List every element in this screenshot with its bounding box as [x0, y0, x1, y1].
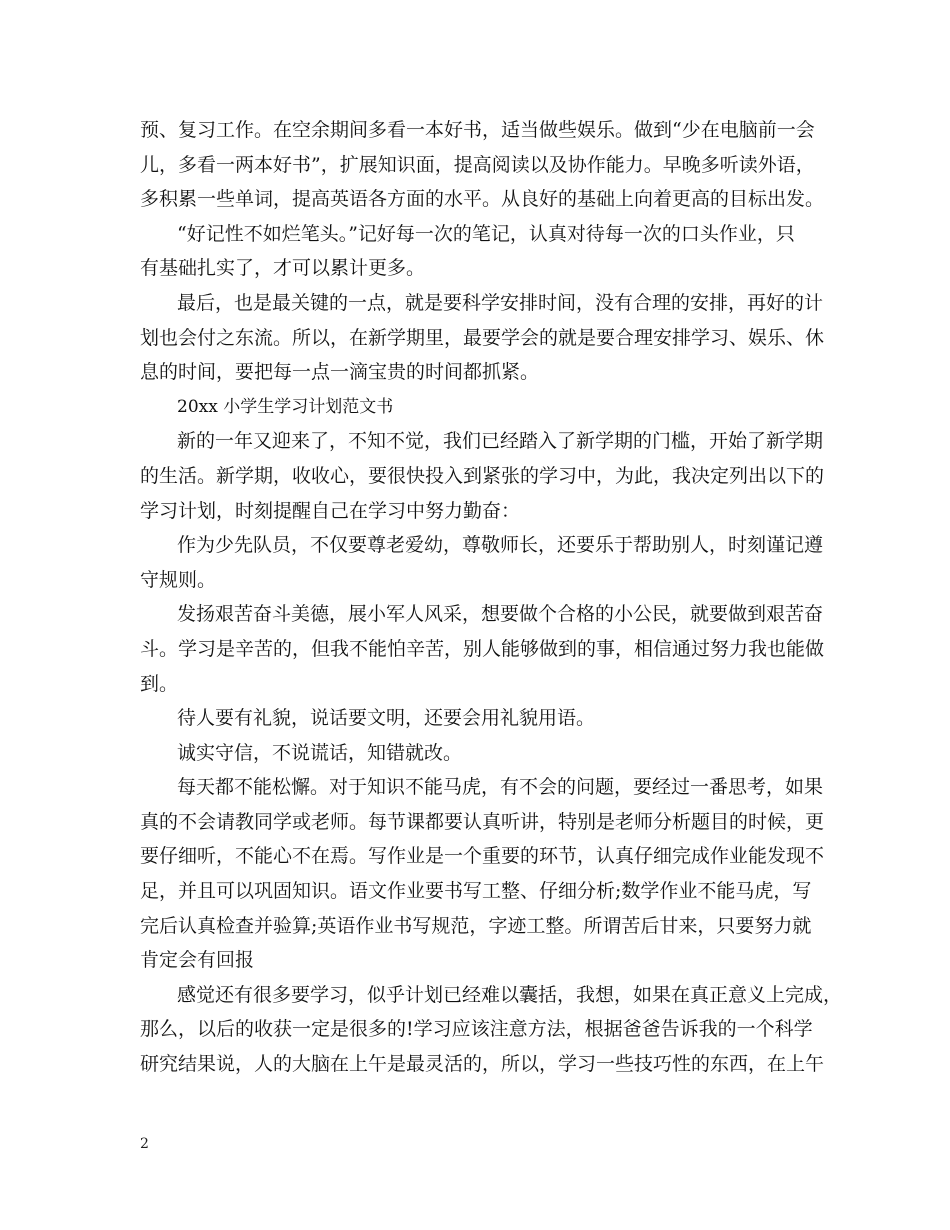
text-line: 足，并且可以巩固知识。语文作业要书写工整、仔细分析;数学作业不能马虎，写: [140, 880, 812, 903]
text-line: 有基础扎实了，才可以累计更多。: [140, 257, 426, 280]
text-line: 发扬艰苦奋斗美德，展小军人风采，想要做个合格的小公民，就要做到艰苦奋: [177, 603, 824, 626]
text-line: 儿，多看一两本好书”，扩展知识面，提高阅读以及协作能力。早晚多听读外语，: [140, 153, 815, 176]
text-line: 预、复习工作。在空余期间多看一本好书，适当做些娱乐。做到“少在电脑前一会: [140, 119, 815, 141]
text-line: 新的一年又迎来了，不知不觉，我们已经踏入了新学期的门槛，开始了新学期: [177, 430, 824, 453]
text-line: 斗。学习是辛苦的，但我不能怕辛苦，别人能够做到的事，相信通过努力我也能做: [140, 637, 825, 660]
text-line: “好记性不如烂笔头。”记好每一次的笔记，认真对待每一次的口头作业，只: [177, 222, 795, 245]
text-line: 待人要有礼貌，说话要文明，还要会用礼貌用语。: [177, 707, 596, 730]
page-number: 2: [140, 1136, 149, 1152]
text-line: 息的时间，要把每一点一滴宝贵的时间都抓紧。: [140, 361, 540, 384]
section-heading: 20xx 小学生学习计划范文书: [177, 396, 394, 417]
text-line: 最后，也是最关键的一点，就是要科学安排时间，没有合理的安排，再好的计: [177, 291, 824, 314]
text-line: 守规则。: [140, 568, 217, 591]
text-line: 每天都不能松懈。对于知识不能马虎，有不会的问题，要经过一番思考，如果: [177, 776, 824, 799]
text-line: 诚实守信，不说谎话，知错就改。: [177, 741, 463, 764]
text-line: 肯定会有回报: [140, 949, 255, 972]
text-line: 那么，以后的收获一定是很多的!学习应该注意方法，根据爸爸告诉我的一个科学: [140, 1018, 813, 1041]
text-line: 研究结果说，人的大脑在上午是最灵活的，所以，学习一些技巧性的东西，在上午: [140, 1053, 825, 1076]
text-line: 到。: [140, 672, 179, 695]
text-line: 作为少先队员，不仅要尊老爱幼，尊敬师长，还要乐于帮助别人，时刻谨记遵: [177, 534, 824, 557]
text-line: 学习计划，时刻提醒自己在学习中努力勤奋：: [140, 499, 521, 522]
text-line: 要仔细听，不能心不在焉。写作业是一个重要的环节，认真仔细完成作业能发现不: [140, 845, 825, 868]
document-body: [140, 113, 843, 1082]
text-line: 完后认真检查并验算;英语作业书写规范，字迹工整。所谓苦后甘来，只要努力就: [140, 914, 812, 937]
text-line: 的生活。新学期，收收心，要很快投入到紧张的学习中，为此，我决定列出以下的: [140, 464, 825, 487]
text-line: 感觉还有很多要学习，似乎计划已经难以囊括，我想，如果在真正意义上完成，: [177, 983, 843, 1006]
text-line: 划也会付之东流。所以，在新学期里，最要学会的就是要合理安排学习、娱乐、休: [140, 326, 825, 349]
text-line: 多积累一些单词，提高英语各方面的水平。从良好的基础上向着更高的目标出发。: [140, 188, 825, 211]
text-line: 真的不会请教同学或老师。每节课都要认真听讲，特别是老师分析题目的时候，更: [140, 810, 825, 833]
